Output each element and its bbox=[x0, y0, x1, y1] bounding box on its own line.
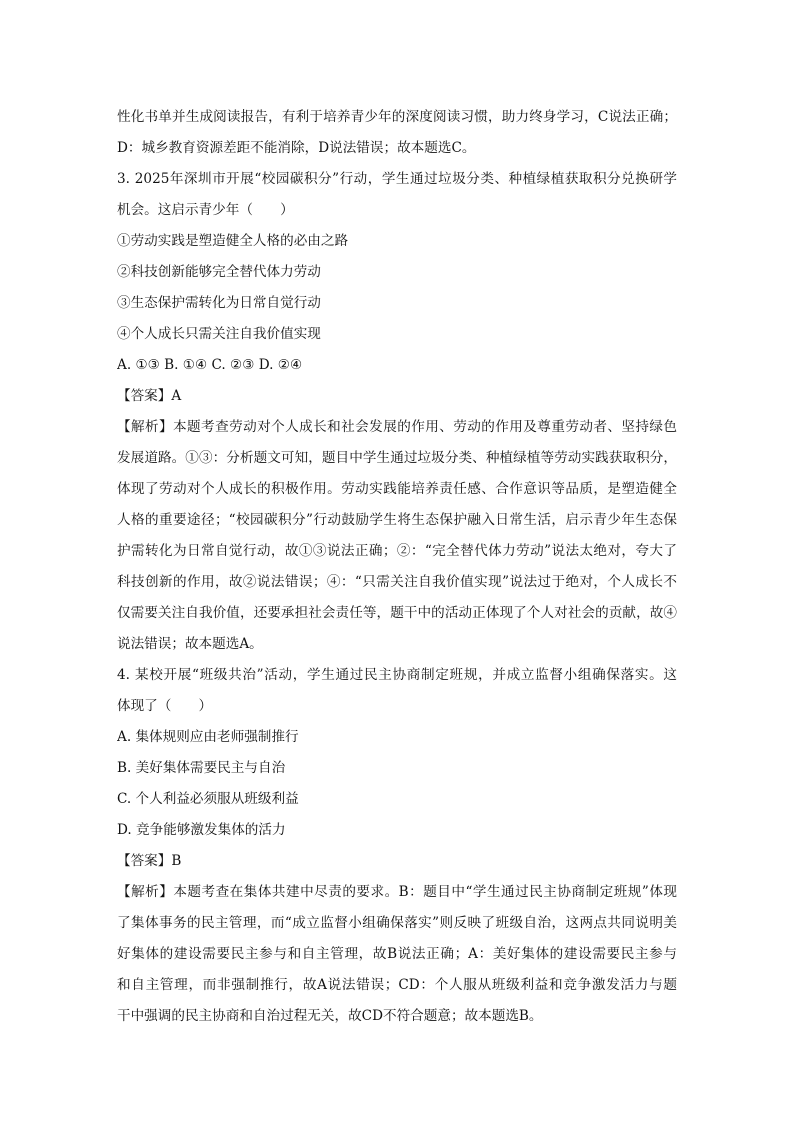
question-4-analysis-line: 干中强调的民主协商和自治过程无关，故CD不符合题意；故本题选B。 bbox=[117, 1008, 543, 1024]
question-3-analysis-line: 发展道路。①③：分析题文可知，题目中学生通过垃圾分类、种植绿植等劳动实践获取积分， bbox=[117, 450, 677, 466]
question-4-option-d: D. 竞争能够激发集体的活力 bbox=[117, 822, 286, 838]
question-4-analysis-line: 好集体的建设需要民主参与和自主管理，故B说法正确；A：美好集体的建设需要民主参与 bbox=[117, 946, 677, 962]
question-3-analysis-line: 【解析】本题考查劳动对个人成长和社会发展的作用、劳动的作用及尊重劳动者、坚持绿色 bbox=[117, 419, 677, 435]
question-3-stem: 3. 2025年深圳市开展“校园碳积分”行动，学生通过垃圾分类、种植绿植获取积分兑换研学 bbox=[117, 171, 677, 187]
analysis-text-line: D：城乡教育资源差距不能消除，D说法错误；故本题选C。 bbox=[117, 140, 476, 156]
question-3-statement-3: ③生态保护需转化为日常自觉行动 bbox=[117, 295, 321, 311]
question-3-statement-4: ④个人成长只需关注自我价值实现 bbox=[117, 326, 321, 342]
question-3-choices: A. ①③ B. ①④ C. ②③ D. ②④ bbox=[117, 357, 303, 373]
question-3-analysis-line: 仅需要关注自我价值，还要承担社会责任等，题干中的活动正体现了个人对社会的贡献，故④ bbox=[117, 605, 677, 621]
question-4-option-a: A. 集体规则应由老师强制推行 bbox=[117, 729, 299, 745]
document-page bbox=[117, 102, 677, 1032]
question-4-answer: 【答案】B bbox=[117, 853, 182, 869]
analysis-text-line: 性化书单并生成阅读报告，有利于培养青少年的深度阅读习惯，助力终身学习，C说法正确； bbox=[117, 109, 677, 125]
question-4-analysis-line: 【解析】本题考查在集体共建中尽责的要求。B：题目中“学生通过民主协商制定班规”体现 bbox=[117, 884, 677, 900]
question-3-statement-1: ①劳动实践是塑造健全人格的必由之路 bbox=[117, 233, 349, 249]
question-3-analysis-line: 说法错误；故本题选A。 bbox=[117, 636, 263, 652]
question-4-analysis-line: 和自主管理，而非强制推行，故A说法错误；CD：个人服从班级利益和竞争激发活力与题 bbox=[117, 977, 677, 993]
question-3-statement-2: ②科技创新能够完全替代体力劳动 bbox=[117, 264, 321, 280]
question-4-stem: 4. 某校开展“班级共治”活动，学生通过民主协商制定班规，并成立监督小组确保落实。这 bbox=[117, 667, 677, 683]
question-4-option-c: C. 个人利益必须服从班级利益 bbox=[117, 791, 299, 807]
question-3-analysis-line: 护需转化为日常自觉行动，故①③说法正确；②：“完全替代体力劳动”说法太绝对，夸大了 bbox=[117, 543, 677, 559]
question-4-stem: 体现了（ ） bbox=[117, 698, 213, 714]
question-3-analysis-line: 科技创新的作用，故②说法错误；④：“只需关注自我价值实现”说法过于绝对，个人成长不 bbox=[117, 574, 677, 590]
question-3-stem: 机会。这启示青少年（ ） bbox=[117, 202, 294, 218]
question-3-analysis-line: 人格的重要途径；“校园碳积分”行动鼓励学生将生态保护融入日常生活，启示青少年生态保 bbox=[117, 512, 677, 528]
question-3-analysis-line: 体现了劳动对个人成长的积极作用。劳动实践能培养责任感、合作意识等品质，是塑造健全 bbox=[117, 481, 677, 497]
question-4-analysis-line: 了集体事务的民主管理，而“成立监督小组确保落实”则反映了班级自治，这两点共同说明美 bbox=[117, 915, 677, 931]
question-4-option-b: B. 美好集体需要民主与自治 bbox=[117, 760, 286, 776]
question-3-answer: 【答案】A bbox=[117, 388, 182, 404]
